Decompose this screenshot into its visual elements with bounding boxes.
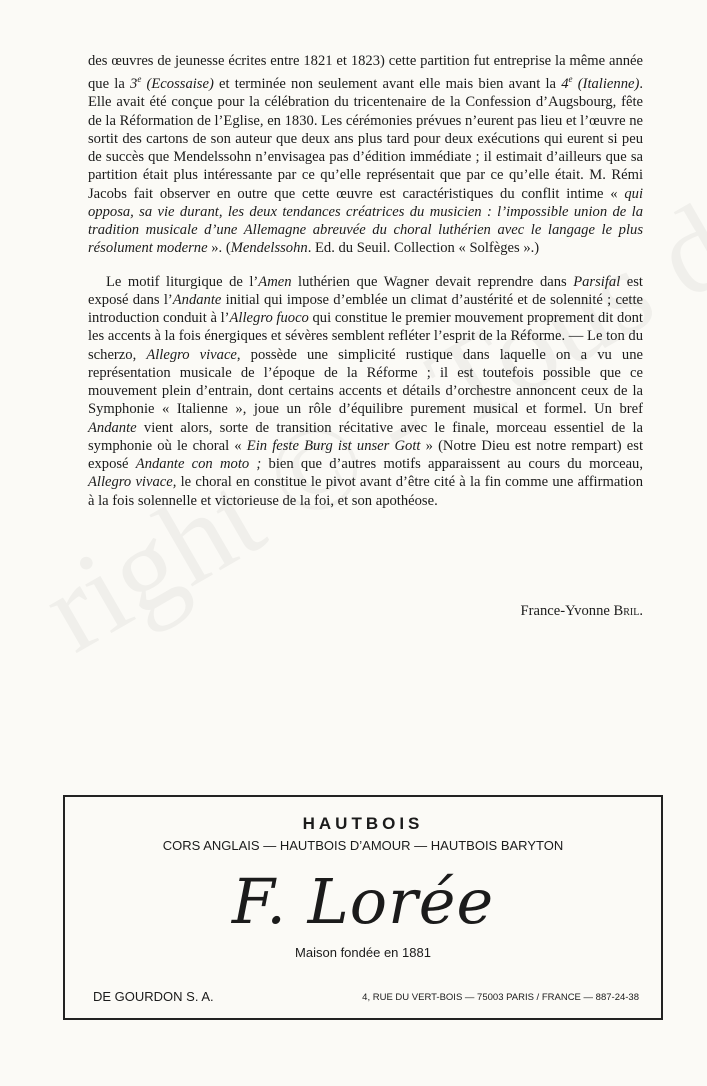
text-run: et terminée non seulement avant elle mais bien avant la [213, 76, 562, 93]
text-run: le choral en constitue le pivot avant d’être cité à la fin comme une affirmation à la fois solennelle et victorieuse de la foi, et son apothéose. [88, 474, 643, 509]
text-run: initial qui impose d’emblée un climat d’austérité et de solennité ; cette introduction conduit à l’ [88, 291, 643, 327]
text-run: bien que d’autres motifs apparaissent au cours du morceau, [261, 456, 643, 473]
text-run: Andante [88, 419, 137, 436]
paragraph-2 [88, 273, 643, 510]
text-run: vient alors, sorte de transition récitative avec le finale, morceau essentiel de la symphonie où le choral « [88, 419, 643, 454]
text-run: Andante [172, 291, 222, 308]
text-run: (Italienne) [572, 76, 640, 93]
ad-address: 4, RUE DU VERT-BOIS — 75003 PARIS / FRANCE — 887-24-38 [362, 992, 639, 1003]
ad-subtitle: CORS ANGLAIS — HAUTBOIS D’AMOUR — HAUTBOIS BARYTON [162, 838, 564, 853]
text-run: . Ed. du Seuil. Collection « Solfèges ».) [307, 240, 540, 257]
advertisement-box [63, 795, 663, 1020]
author-first-name: France-Yvonne [520, 603, 610, 619]
text-run: luthérien que Wagner devait reprendre dans [291, 273, 574, 290]
article-body [88, 52, 643, 510]
ad-company: DE GOURDON S. A. [93, 989, 214, 1004]
paragraph-1 [88, 52, 643, 258]
text-run: (Ecossaise) [141, 76, 214, 93]
text-run: 3 [130, 76, 138, 93]
text-run: Ein feste Burg ist unser Gott [246, 437, 421, 454]
text-run: , possède une simplicité rustique dans laquelle on a vu une représentation musicale de l’époque de la Réforme ; il est toutefois possible que ce mouvement plein d’entrain, dont certains accents et détails d’orchestre annoncent ceux de la Symphonie « Italienne », joue un rôle d’équilibre purement musical et formel. Un bref [88, 346, 643, 418]
text-run: ». ( [207, 240, 231, 257]
text-run: e [568, 74, 573, 85]
text-run: e [137, 74, 142, 85]
ad-founded: Maison fondée en 1881 [295, 945, 431, 960]
text-run: Andante con moto ; [135, 456, 262, 473]
text-run: Allegro vivace, [88, 474, 177, 491]
text-run: 4 [561, 76, 569, 93]
text-run: Mendelssohn [230, 240, 308, 257]
author-signature [521, 603, 643, 620]
text-run: est exposé dans l’ [88, 273, 643, 308]
text-run: qui constitue le premier mouvement proprement dit dont les accents à la fois énergiques et sévères semblent refléter l’esprit de la Réforme. — Le ton du scherzo, [88, 310, 643, 363]
text-run: . Elle avait été conçue pour la célébration du tricentenaire de la Confession d’Augsbourg, fête de la Réformation de l’Eglise, en 1830. Les cérémonies prévues n’eurent pas lieu et l’œuvre ne sortit des cartons de son auteur que deux ans plus tard pour deux exécutions qui eurent si peu de succès que Mendelssohn n’envisagea pas d’édition immédiate ; il estimait d’ailleurs que sa partition était plus intéressante par ce qu’elle représentait que par ce qu’elle était. M. Rémi Jacobs fait observer en outre que cette œuvre est caractéristiques du conflit intime « [88, 76, 643, 202]
text-run: des œuvres de jeunesse écrites entre 1821 et 1823) cette partition fut entreprise la même année que la [88, 53, 643, 93]
ad-title: HAUTBOIS [302, 814, 424, 833]
text-run: Le motif liturgique de l’ [106, 273, 259, 290]
text-run: qui opposa, sa vie durant, les deux tendances créatrices du musicien : l’impossible union de la tradition musicale d’une Allemagne abreuvée du choral luthérien avec le langage le plus résolument moderne [88, 185, 643, 257]
loree-logo: F. Lorée [231, 865, 495, 938]
text-run: Parsifal [573, 273, 621, 290]
text-run: Allegro vivace [146, 346, 237, 363]
text-run: Amen [258, 273, 292, 290]
author-last-name: Bril. [613, 603, 643, 619]
text-run: » (Notre Dieu est notre rempart) est exposé [88, 437, 644, 473]
text-run: Allegro fuoco [229, 310, 309, 327]
